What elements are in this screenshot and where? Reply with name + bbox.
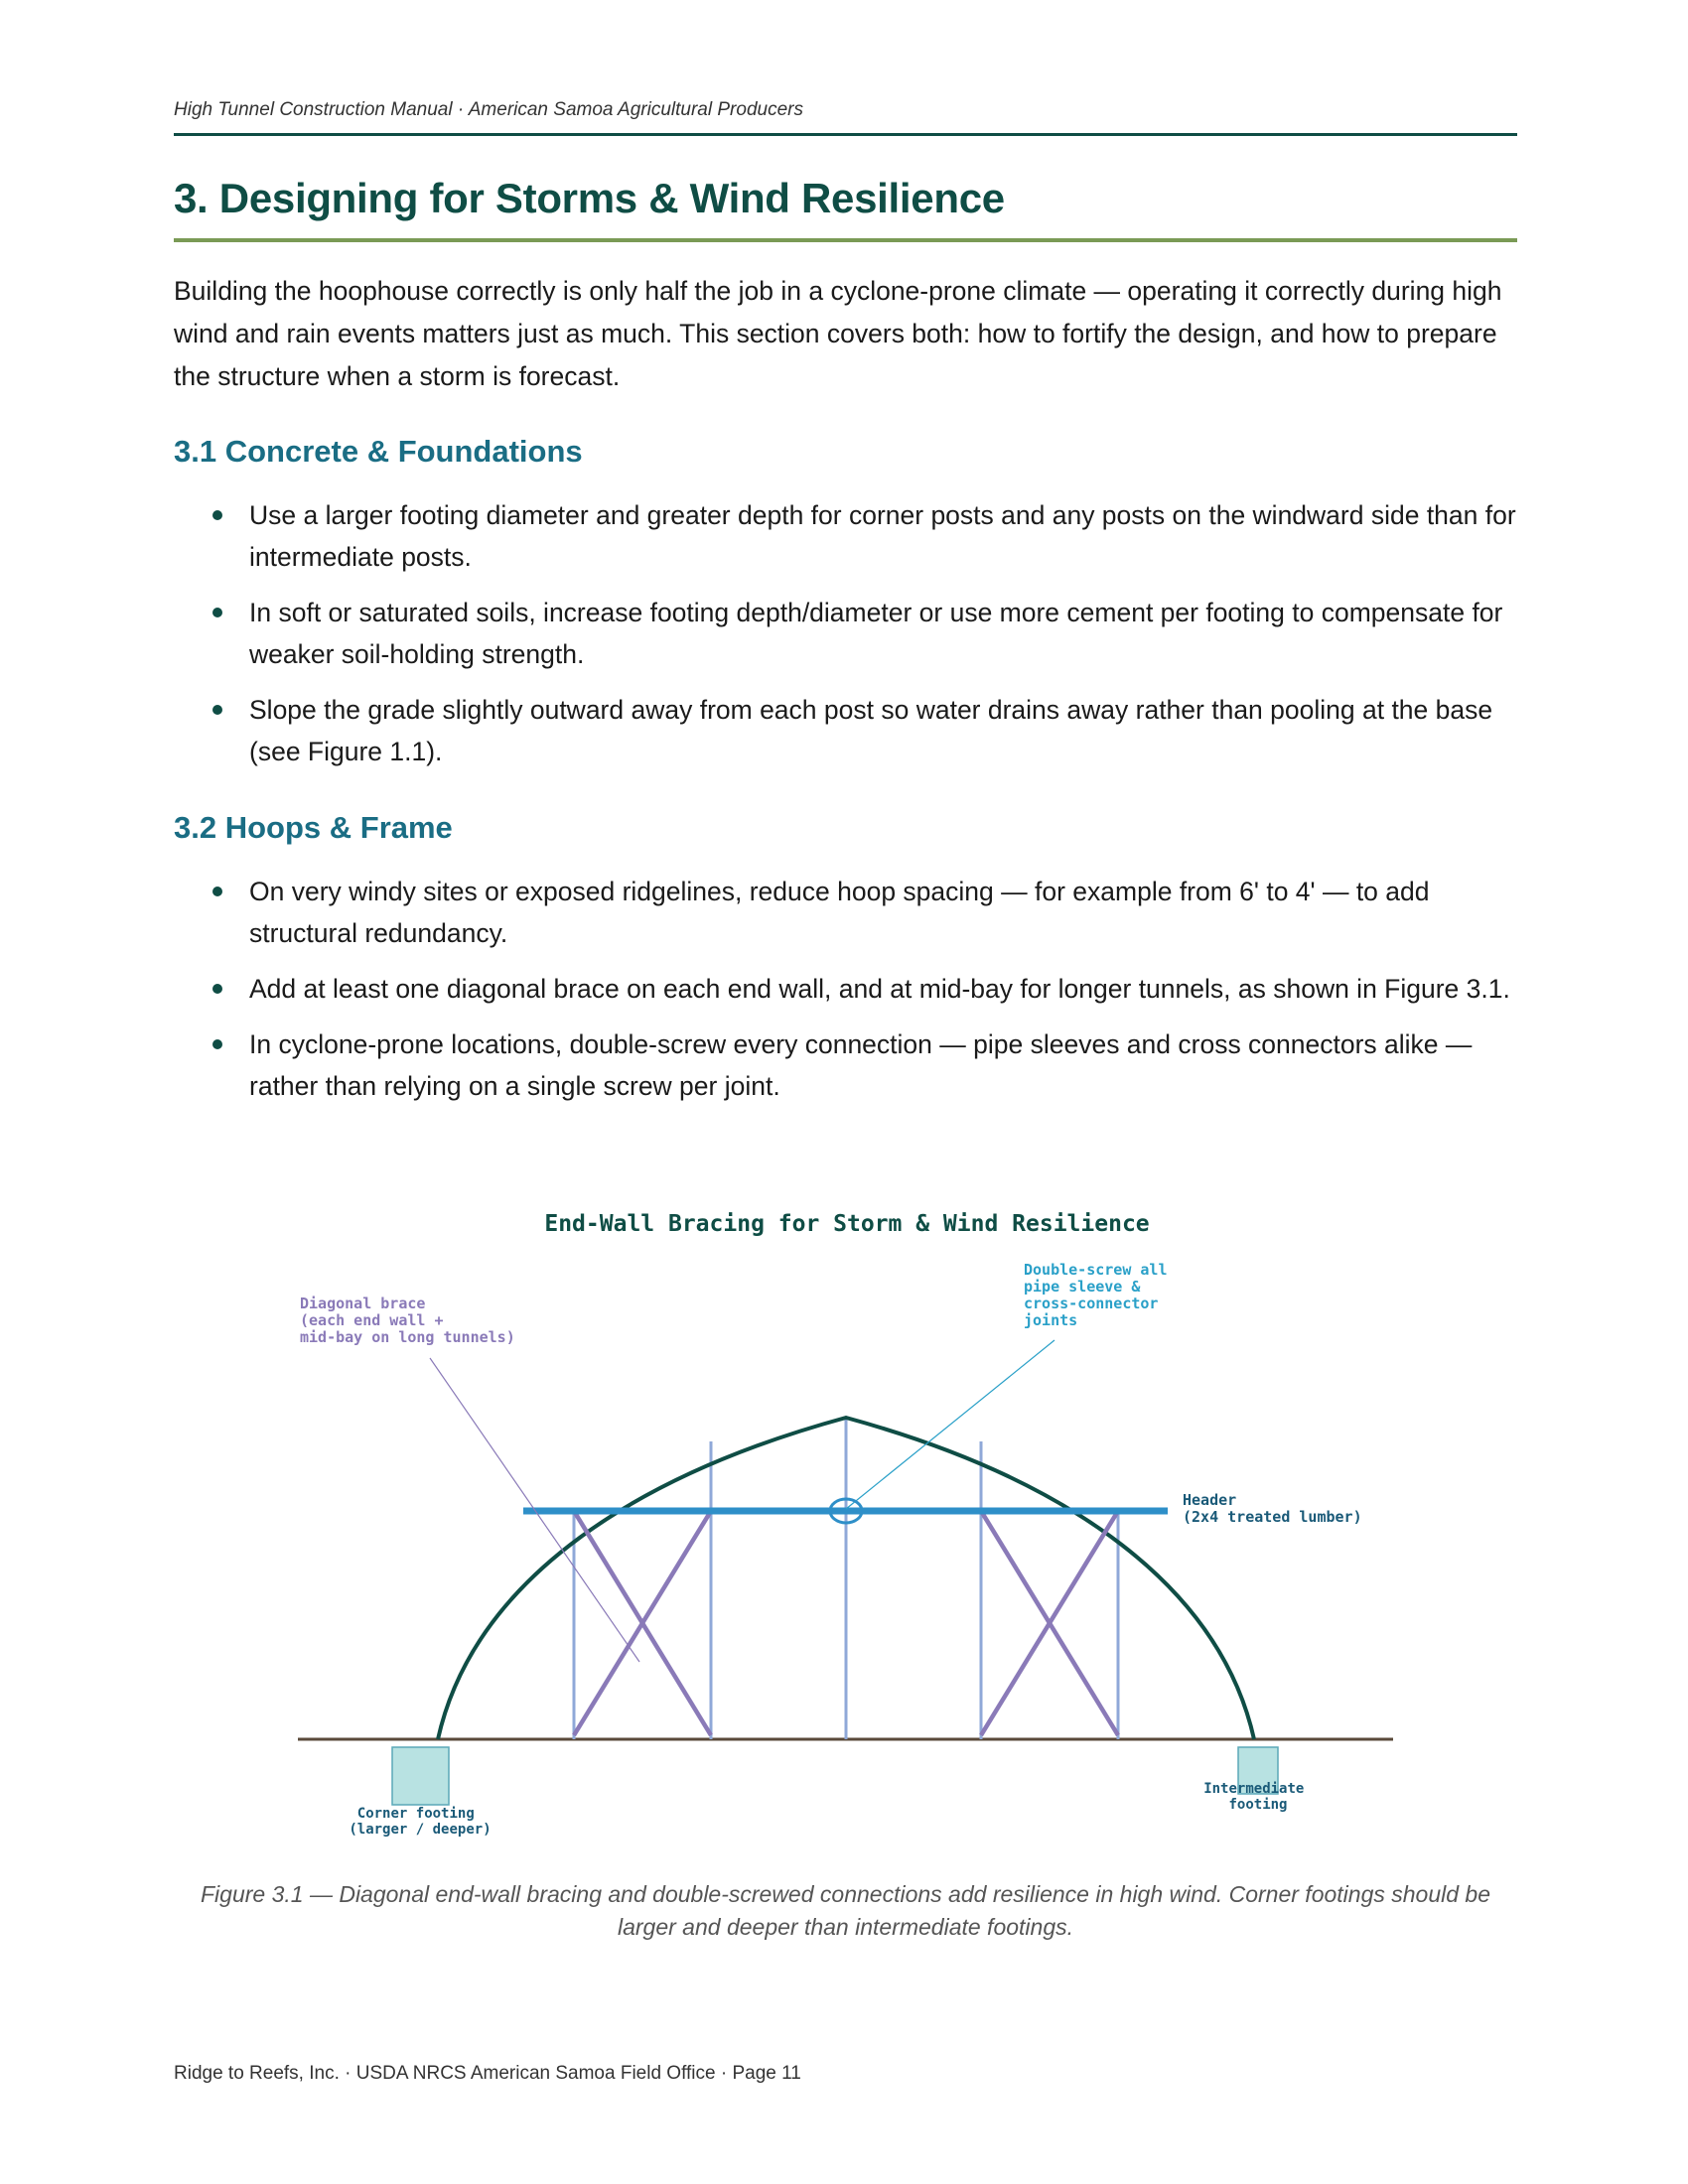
running-header: High Tunnel Construction Manual · American Samoa Agricultural Producers	[174, 99, 803, 120]
bullet-dot-icon	[212, 705, 222, 715]
intermediate-footing-label: Intermediate footing	[1203, 1781, 1305, 1813]
bullet-dot-icon	[212, 510, 222, 520]
figure-title: End-Wall Bracing for Storm & Wind Resilience	[544, 1211, 1150, 1237]
end-wall-diagram	[174, 1191, 1517, 1866]
corner-footing	[392, 1747, 449, 1805]
list-item: In cyclone-prone locations, double-screw every connection — pipe sleeves and cross connectors alike — rather than relying on a single screw per joint.	[174, 1024, 1517, 1107]
header-rule	[174, 133, 1517, 136]
list-item: In soft or saturated soils, increase footing depth/diameter or use more cement per footing to compensate for weaker soil-holding strength.	[174, 592, 1517, 675]
section-title: 3. Designing for Storms & Wind Resilience	[174, 175, 1005, 221]
bullet-dot-icon	[212, 1039, 222, 1049]
subsection-title-foundations: 3.1 Concrete & Foundations	[174, 434, 583, 469]
page-footer: Ridge to Reefs, Inc. · USDA NRCS American Samoa Field Office · Page 11	[174, 2063, 801, 2084]
list-item: Add at least one diagonal brace on each end wall, and at mid-bay for longer tunnels, as shown in Figure 3.1.	[174, 968, 1517, 1010]
bullet-list-hoops	[174, 871, 1517, 1121]
end-wall-posts	[574, 1418, 1118, 1739]
title-rule	[174, 238, 1517, 242]
header-label: Header (2x4 treated lumber)	[1183, 1491, 1362, 1526]
diagonal-brace-label: Diagonal brace (each end wall + mid-bay on long tunnels)	[300, 1295, 515, 1346]
corner-footing-label: Corner footing (larger / deeper)	[349, 1806, 492, 1838]
figure-caption: Figure 3.1 — Diagonal end-wall bracing and double-screwed connections add resilience in high wind. Corner footings should be larger and deeper than intermediate footings.	[201, 1881, 1490, 1940]
intro-paragraph: Building the hoophouse correctly is only half the job in a cyclone-prone climate — operating it correctly during high wind and rain events matters just as much. This section covers both: how to fortify the design, and how to prepare the structure when a storm is forecast.	[174, 276, 1502, 391]
figure-3-1	[174, 1191, 1517, 1866]
list-item: On very windy sites or exposed ridgelines, reduce hoop spacing — for example from 6' to 4' — to add structural redundancy.	[174, 871, 1517, 954]
list-item: Slope the grade slightly outward away from each post so water drains away rather than pooling at the base (see Figure 1.1).	[174, 689, 1517, 772]
list-item: Use a larger footing diameter and greater depth for corner posts and any posts on the windward side than for intermediate posts.	[174, 494, 1517, 578]
bullet-dot-icon	[212, 887, 222, 896]
bullet-dot-icon	[212, 608, 222, 617]
double-screw-label: Double-screw all pipe sleeve & cross-connector joints	[1024, 1261, 1168, 1329]
bullet-list-foundations	[174, 494, 1517, 786]
bullet-dot-icon	[212, 984, 222, 994]
subsection-title-hoops: 3.2 Hoops & Frame	[174, 810, 453, 845]
